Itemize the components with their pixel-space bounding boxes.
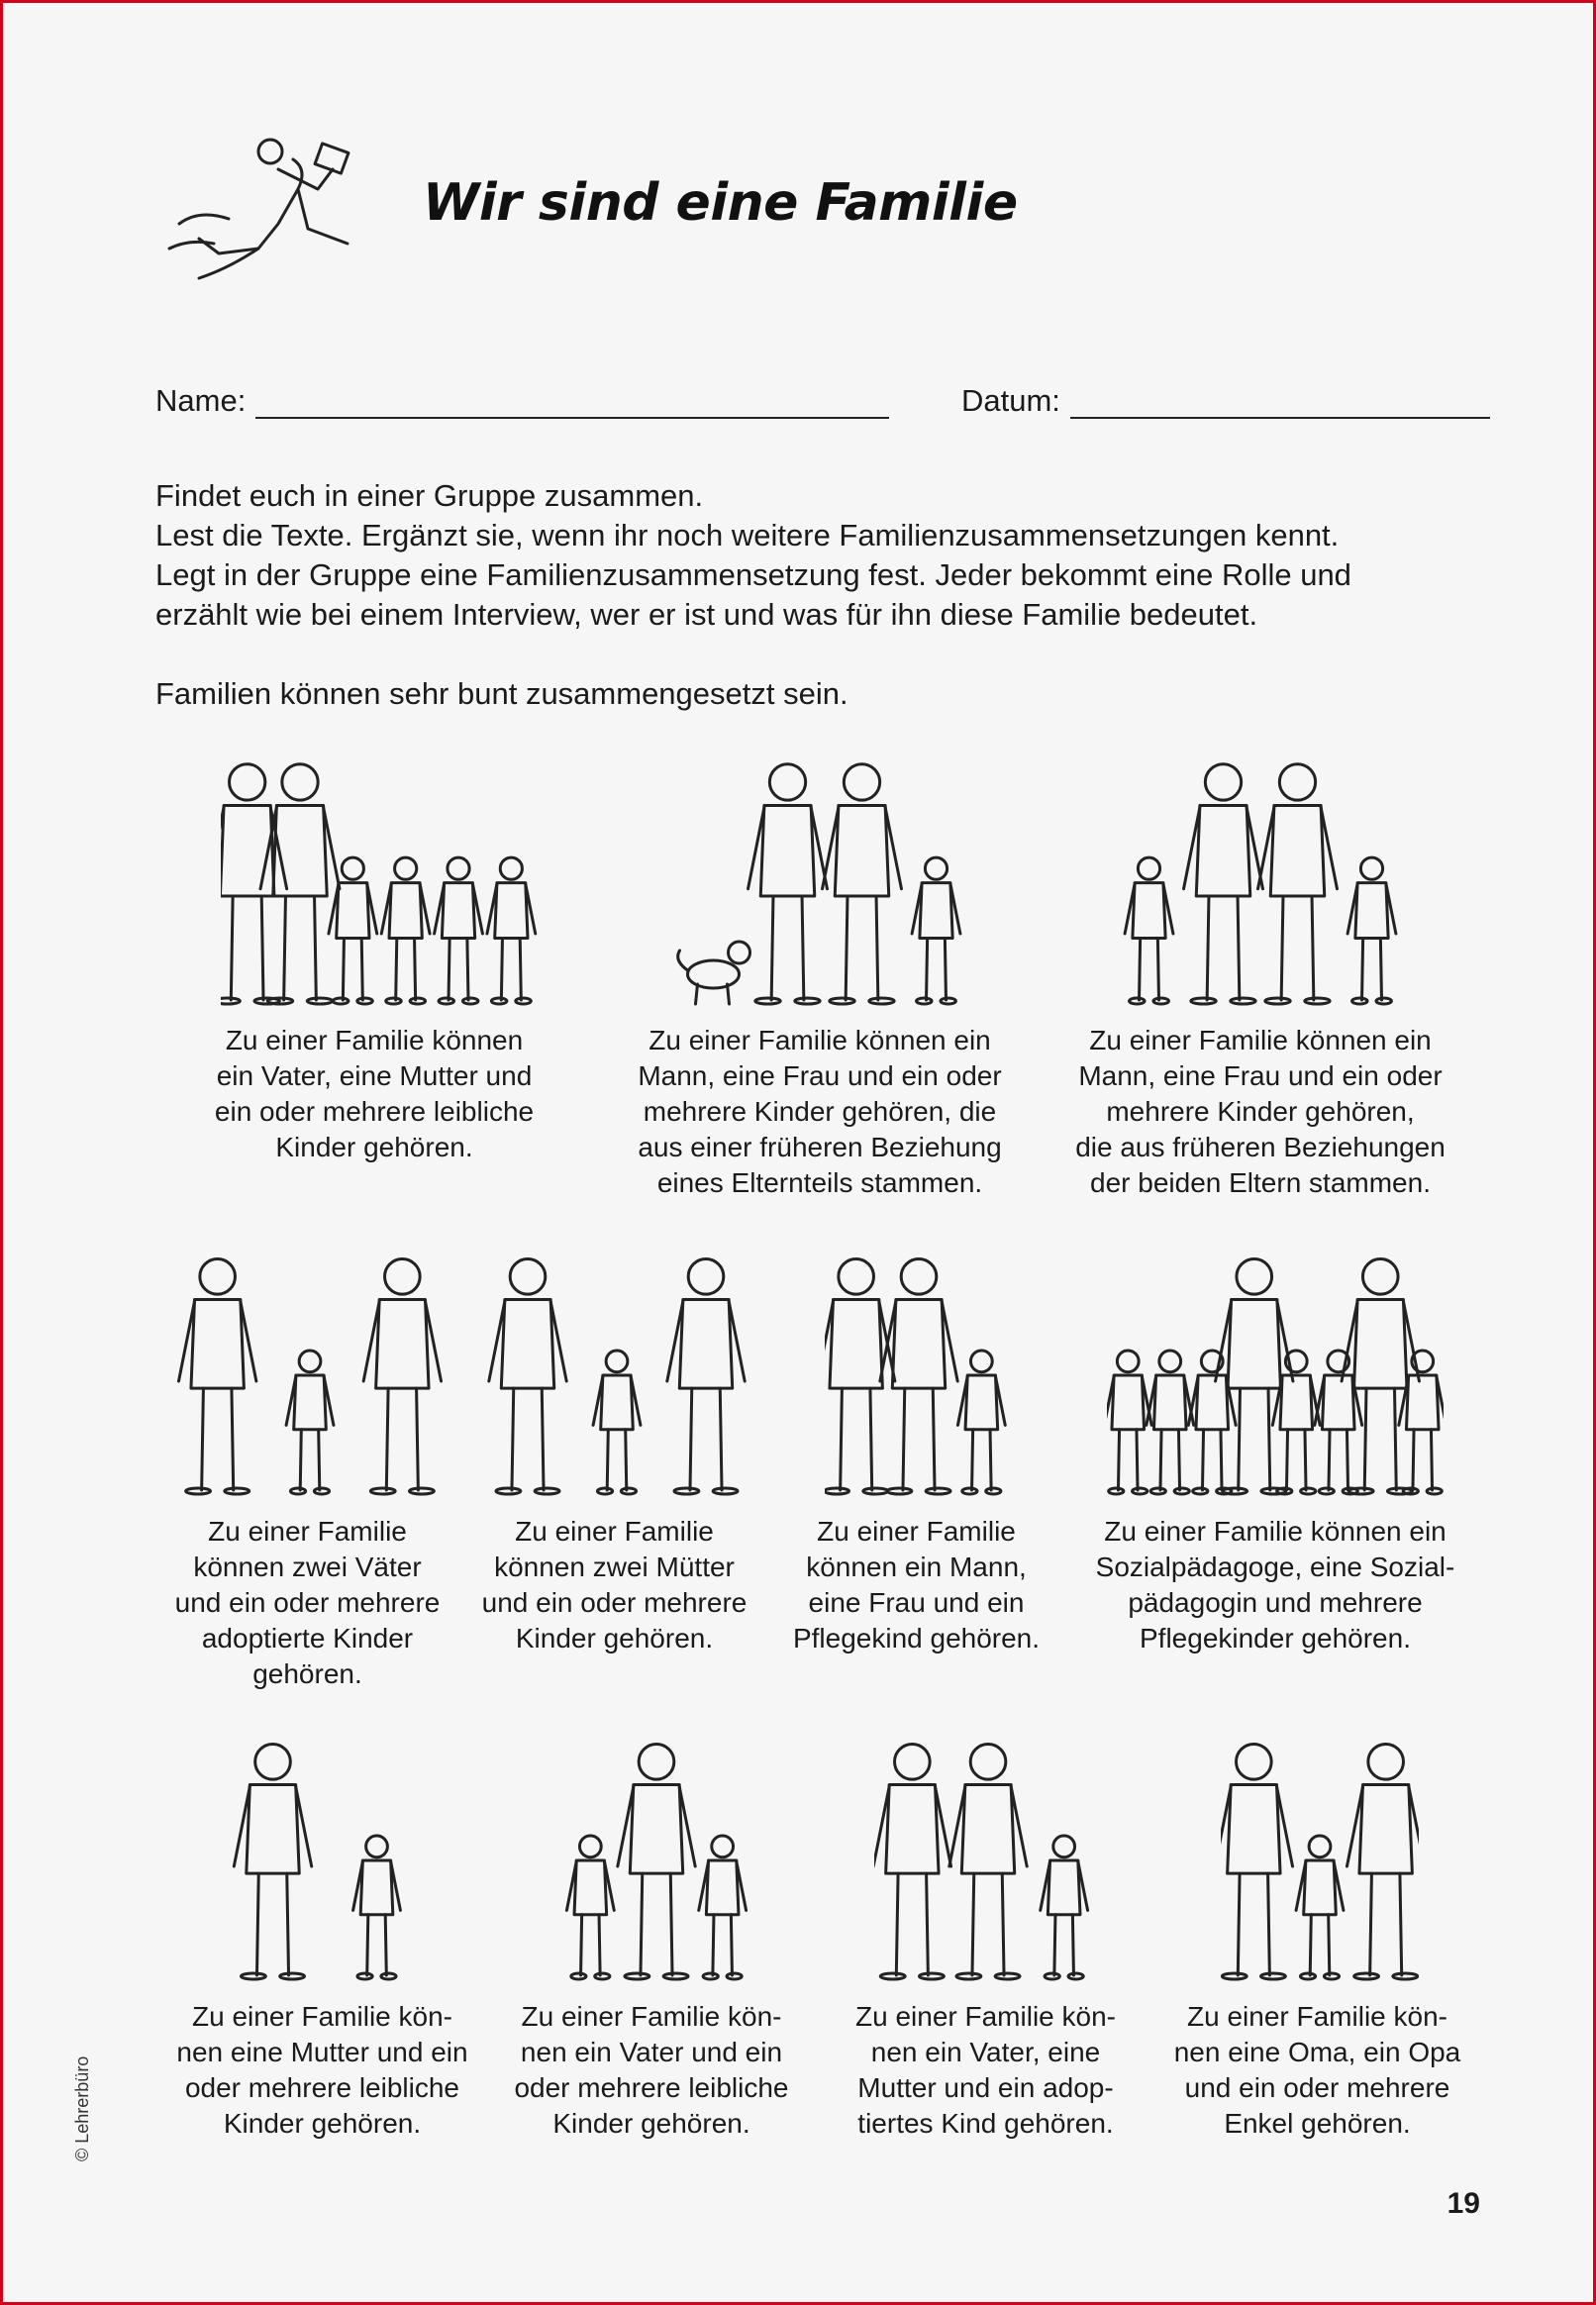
caption-line: mehrere Kinder gehören, die	[643, 1096, 997, 1127]
child-figure	[957, 1351, 1005, 1494]
caption-line: nen eine Mutter und ein	[176, 2037, 468, 2067]
caption-line: oder mehrere leibliche	[514, 2072, 789, 2103]
instructions	[155, 476, 1462, 714]
child-figure	[1296, 1836, 1344, 1979]
adult-figure	[1347, 1745, 1419, 1980]
page-number: 19	[1446, 2187, 1480, 2220]
instruction-line: erzählt wie bei einem Interview, wer er ist und was für ihn diese Familie bedeutet.	[155, 597, 1258, 632]
instruction-line: Legt in der Gruppe eine Familienzusammensetzung fest. Jeder bekommt eine Rolle und	[155, 557, 1351, 592]
intro-subline: Familien können sehr bunt zusammengesetzt sein.	[155, 676, 848, 711]
caption-line: Mann, eine Frau und ein oder	[638, 1060, 1002, 1091]
caption-line: Pflegekinder gehören.	[1140, 1623, 1411, 1654]
caption-line: Zu einer Familie können ein	[648, 1025, 991, 1055]
adult-figure	[880, 1259, 957, 1495]
caption-line: Zu einer Familie kön-	[192, 2001, 452, 2032]
adult-figure	[823, 764, 902, 1004]
family-illustration-8	[221, 1736, 429, 1983]
family-illustration-11	[1221, 1736, 1419, 1983]
adult-figure	[234, 1745, 311, 1980]
caption-line: mehrere Kinder gehören,	[1106, 1096, 1415, 1127]
caption-line: tiertes Kind gehören.	[857, 2108, 1114, 2139]
copyright-note: © Lehrerbüro	[72, 2055, 92, 2161]
child-figure	[912, 857, 960, 1004]
family-illustration-2	[676, 755, 973, 1008]
caption-line: Zu einer Familie	[515, 1516, 714, 1547]
caption-line: Sozialpädagoge, eine Sozial-	[1095, 1552, 1455, 1582]
page-title: Wir sind eine Familie	[423, 173, 1018, 233]
running-person-with-letter-icon	[159, 130, 377, 298]
caption-line: Zu einer Familie können ein	[1089, 1025, 1432, 1055]
family-caption-3	[1043, 1023, 1478, 1201]
caption-line: Zu einer Familie kön-	[1187, 2001, 1447, 2032]
family-illustration-9	[557, 1736, 755, 1983]
child-figure	[1147, 1351, 1194, 1494]
caption-line: eine Frau und ein	[808, 1587, 1025, 1618]
family-illustration-3	[1112, 755, 1409, 1008]
family-caption-2	[607, 1023, 1033, 1201]
family-caption-11	[1161, 1999, 1473, 2142]
adult-figure	[178, 1259, 255, 1495]
child-figure	[699, 1836, 747, 1979]
caption-line: Zu einer Familie kön-	[521, 2001, 782, 2032]
caption-line: Mann, eine Frau und ein oder	[1078, 1060, 1443, 1091]
caption-line: adoptierte Kinder	[201, 1623, 414, 1654]
name-field[interactable]	[155, 383, 889, 419]
child-figure	[593, 1351, 641, 1494]
family-caption-5	[458, 1514, 770, 1656]
adult-figure	[1184, 764, 1263, 1004]
caption-line: Zu einer Familie können	[225, 1025, 524, 1055]
caption-line: nen ein Vater und ein	[520, 2037, 783, 2067]
child-figure	[566, 1836, 614, 1979]
caption-line: nen ein Vater, eine	[870, 2037, 1101, 2067]
family-caption-7	[1072, 1514, 1478, 1656]
adult-figure	[874, 1745, 951, 1980]
adult-figure	[618, 1745, 695, 1980]
date-label: Datum:	[961, 383, 1060, 418]
caption-line: pädagogin und mehrere	[1128, 1587, 1423, 1618]
family-illustration-4	[171, 1251, 449, 1498]
caption-line: Pflegekind gehören.	[792, 1623, 1041, 1654]
caption-line: Zu einer Familie	[208, 1516, 407, 1547]
date-line[interactable]	[1070, 383, 1490, 419]
adult-figure	[260, 764, 340, 1004]
family-illustration-7	[1107, 1251, 1444, 1498]
adult-figure	[1221, 1745, 1293, 1980]
caption-line: können ein Mann,	[806, 1552, 1027, 1582]
adult-figure	[221, 764, 287, 1004]
caption-line: können zwei Mütter	[494, 1552, 735, 1582]
caption-line: Kinder gehören.	[552, 2108, 750, 2139]
child-figure	[381, 857, 430, 1004]
child-figure	[286, 1351, 334, 1494]
instruction-line: Lest die Texte. Ergänzt sie, wenn ihr noch weitere Familienzusammensetzungen kennt.	[155, 518, 1340, 552]
family-illustration-1	[221, 755, 538, 1008]
name-line[interactable]	[255, 383, 889, 419]
family-illustration-5	[483, 1251, 750, 1498]
dog-icon	[678, 942, 750, 1004]
caption-line: Enkel gehören.	[1224, 2108, 1411, 2139]
caption-line: der beiden Eltern stammen.	[1090, 1167, 1431, 1198]
caption-line: Zu einer Familie können ein	[1104, 1516, 1446, 1547]
caption-line: und ein oder mehrere	[174, 1587, 441, 1618]
adult-figure	[949, 1745, 1027, 1980]
adult-figure	[1258, 764, 1338, 1004]
child-figure	[435, 857, 483, 1004]
caption-line: können zwei Väter	[193, 1552, 422, 1582]
name-label: Name:	[155, 383, 247, 418]
adult-figure	[667, 1259, 745, 1495]
family-caption-4	[151, 1514, 463, 1692]
family-illustration-6	[825, 1251, 1013, 1498]
adult-figure	[363, 1259, 441, 1495]
child-figure	[1107, 1351, 1151, 1494]
caption-line: die aus früheren Beziehungen	[1075, 1132, 1446, 1162]
adult-figure	[748, 764, 828, 1004]
child-figure	[1125, 857, 1173, 1004]
caption-line: nen eine Oma, ein Opa	[1173, 2037, 1461, 2067]
family-caption-6	[775, 1514, 1057, 1656]
caption-line: aus einer früheren Beziehung	[638, 1132, 1002, 1162]
child-figure	[329, 857, 377, 1004]
caption-line: Kinder gehören.	[275, 1132, 473, 1162]
caption-line: ein Vater, eine Mutter und	[216, 1060, 533, 1091]
caption-line: ein oder mehrere leibliche	[214, 1096, 535, 1127]
child-figure	[487, 857, 536, 1004]
caption-line: gehören.	[252, 1658, 362, 1689]
child-figure	[353, 1836, 401, 1979]
caption-line: oder mehrere leibliche	[184, 2072, 460, 2103]
instruction-line: Findet euch in einer Gruppe zusammen.	[155, 478, 704, 513]
caption-line: und ein oder mehrere	[1184, 2072, 1450, 2103]
adult-figure	[825, 1259, 895, 1495]
caption-line: Mutter und ein adop-	[857, 2072, 1114, 2103]
caption-line: und ein oder mehrere	[481, 1587, 748, 1618]
family-caption-9	[493, 1999, 810, 2142]
family-caption-1	[171, 1023, 577, 1165]
date-field[interactable]	[961, 383, 1490, 419]
adult-figure	[489, 1259, 566, 1495]
caption-line: Zu einer Familie kön-	[855, 2001, 1116, 2032]
child-figure	[1041, 1836, 1088, 1979]
caption-line: Zu einer Familie	[817, 1516, 1016, 1547]
family-caption-8	[151, 1999, 493, 2142]
caption-line: eines Elternteils stammen.	[656, 1167, 983, 1198]
child-figure	[1347, 857, 1396, 1004]
family-illustration-10	[874, 1736, 1102, 1983]
family-caption-10	[830, 1999, 1142, 2142]
caption-line: Kinder gehören.	[515, 1623, 714, 1654]
caption-line: Kinder gehören.	[223, 2108, 422, 2139]
